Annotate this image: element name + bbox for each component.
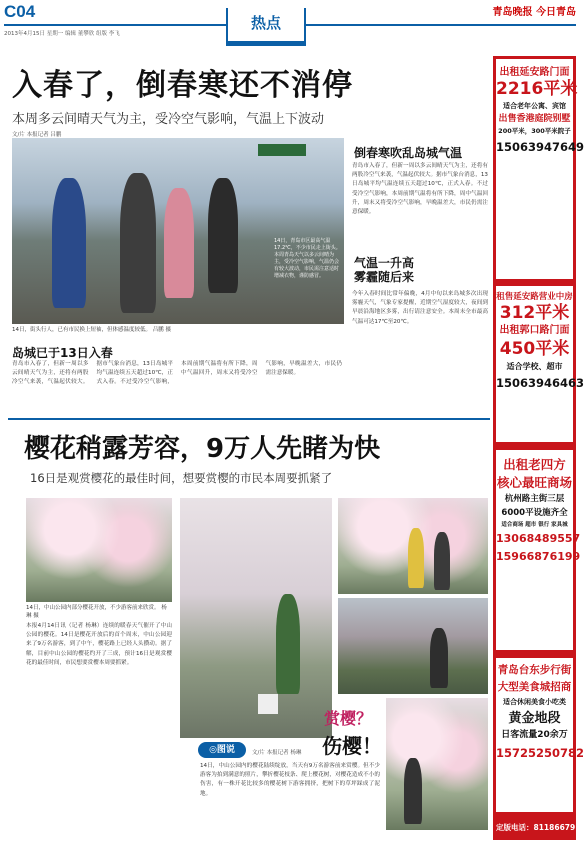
ad-phone: 13068489557: [496, 532, 581, 545]
visitor-figure: [408, 528, 424, 588]
tushuo-label: ◎图说: [198, 742, 246, 758]
overlay-answer: 伤樱！: [322, 734, 382, 758]
ad-phone: 15063947649: [496, 140, 584, 154]
branch-photo: [338, 598, 488, 694]
visitor-figure: [404, 758, 422, 824]
ad-block-3: [496, 450, 581, 650]
ad-text: 适合学校、超市: [506, 362, 563, 371]
ad-text: 适合休闲美食小吃类: [503, 698, 566, 706]
ad-text: 2216平米: [496, 79, 578, 99]
ad-footer: 定版电话：81186679: [496, 823, 576, 832]
visitor-figure: [430, 628, 448, 688]
visitor-figure: [434, 532, 450, 590]
ad-block-2: [496, 286, 584, 442]
photo-caption-1: 14日，街头行人，已有市民换上短袖，但体感温度较低。 吕鹏 摄: [12, 327, 171, 333]
column-text-b: 今年入春时间比常年偏晚，4月中旬以来岛城多次出现雾霾天气，气象专家提醒，近期空气湿度较大，夜间到早晨沿海地区多雾，出行请注意安全。本周末全市最高气温可达17℃至20℃。: [352, 291, 488, 325]
masthead-logo: 青岛晚报 今日青岛: [492, 7, 576, 18]
ad-text: 出租延安路门面: [499, 67, 570, 78]
lawn-photo: [386, 698, 488, 830]
ad-text: 黄金地段: [508, 711, 561, 726]
subheadline-1: 本周多云间晴天气为主，受冷空气影响，气温上下波动: [12, 112, 325, 127]
ad-text: 青岛台东步行街: [497, 664, 572, 676]
ad-text: 450平米: [499, 339, 570, 359]
bag-object: [258, 694, 278, 714]
photo-overlay-text: 14日，青岛市区最高气温17.2℃，不少市民走上街头。本周青岛天气以多云间晴为主，受冷空气影响，气温仍会有较大波动，市民需注意适时增减衣物，谨防感冒。: [274, 238, 341, 279]
ad-text: 适合老年公寓、宾馆: [503, 102, 566, 110]
body-text-2: 本报4月14日讯（记者 杨琳）连续的暖春天气催开了中山公园的樱花。14日是樱花开放后的首个周末，中山公园迎来了9万名游客，到了中午，樱花路上已经人头攒动。据了解，目前中山公园的樱花约开了三成，预计16日是观赏樱花的最佳时间，市民想要赏樱本周要抓紧。: [26, 623, 172, 666]
subhead-b: 气温一升高 雾霾随后来: [354, 256, 415, 284]
column-text-a: 青岛市入春了，但新一周以多云间晴天气为主，还将有两股冷空气来袭，气温起伏较大。据市气象台消息，13日岛城平均气温连续五天超过10℃，正式入春。不过受冷空气影响，本周前期气温将有所下降，周中气温回升，周末又将受冷空气影响，早晚温差大，市民仍需注意保暖。: [352, 163, 488, 216]
cherry-blossom-photo: [26, 498, 172, 602]
tushuo-byline: 文/片 本报记者 杨琳: [252, 750, 302, 756]
ad-text: 杭州路主街三层: [504, 494, 565, 504]
ad-column: [493, 56, 584, 840]
headline-2: 樱花稍露芳容，9万人先睹为快: [24, 434, 381, 464]
ad-text: 出售香港庭院别墅: [498, 114, 571, 124]
ad-text: 200平米，300平米院子: [498, 127, 571, 135]
ad-text: 312平米: [499, 303, 570, 323]
subhead-a: 倒春寒吹乱岛城气温: [354, 146, 463, 160]
street-photo: [12, 138, 344, 324]
road-sign: [258, 144, 306, 156]
section-tab: 热点: [226, 8, 306, 46]
ad-text: 出租老四方: [503, 457, 566, 472]
crowd-photo: [338, 498, 488, 594]
pedestrian-figure: [120, 173, 156, 313]
ad-phone: 15725250782: [496, 746, 584, 760]
ad-text: 出租郭口路门面: [499, 325, 570, 336]
ad-text: 核心最旺商场: [496, 475, 572, 490]
column-text-c: 青岛市入春了，但新一周以多云间晴天气为主，还将有两股冷空气来袭，气温起伏较大。据市气象台消息，13日岛城平均气温连续五天超过10℃，正式入春。不过受冷空气影响，本周前期气温将有所下降，周中气温回升，周末又将受冷空气影响，早晚温差大，市民仍需注意保暖。: [12, 361, 342, 386]
ad-text: 适合商场 超市 银行 家具城: [501, 522, 568, 528]
tree-climbing-photo: [180, 498, 332, 738]
ad-phone: 15063946463: [496, 376, 584, 390]
dateline: 2013年4月15日 星期一 编辑 董攀欣 组版 李飞: [4, 31, 120, 37]
ad-text: 6000平设施齐全: [501, 508, 568, 518]
visitor-figure: [276, 594, 300, 694]
photo-caption-2: 14日，中山公园内部分樱花开放，不少游客前来欣赏。 杨琳 摄: [26, 605, 167, 619]
subhead-c: 岛城已于13日入春: [12, 346, 113, 360]
ad-phone: 15966876199: [496, 550, 581, 563]
tushuo-caption: 14日，中山公园内的樱花陆续绽放，当天有9万名游客前来赏樱。但不少游客为拍到满意的照片，攀折樱花枝条、爬上樱花树，对樱花造成不小的伤害，有一株开花比较多的樱花树下游客拥挤，把树下的草坪踩成了泥地。: [200, 763, 380, 797]
ad-text: 日客流量20余万: [501, 730, 568, 740]
pedestrian-figure: [164, 188, 194, 298]
headline-1: 入春了，倒春寒还不消停: [12, 68, 353, 103]
section-divider: [8, 418, 490, 420]
ad-text: 租售延安路营业中房: [496, 292, 573, 302]
pedestrian-figure: [52, 178, 86, 308]
pedestrian-figure: [208, 178, 238, 293]
subheadline-2: 16日是观赏樱花的最佳时间，想要赏樱的市民本周要抓紧了: [30, 471, 333, 485]
page-number: C04: [4, 2, 36, 21]
ad-block-4: [496, 658, 584, 812]
overlay-question: 赏樱？: [324, 709, 373, 728]
byline-1: 文/片 本报记者 吕鹏: [12, 132, 62, 138]
ad-text: 大型美食城招商: [497, 681, 572, 693]
ad-block-1: [496, 59, 584, 279]
